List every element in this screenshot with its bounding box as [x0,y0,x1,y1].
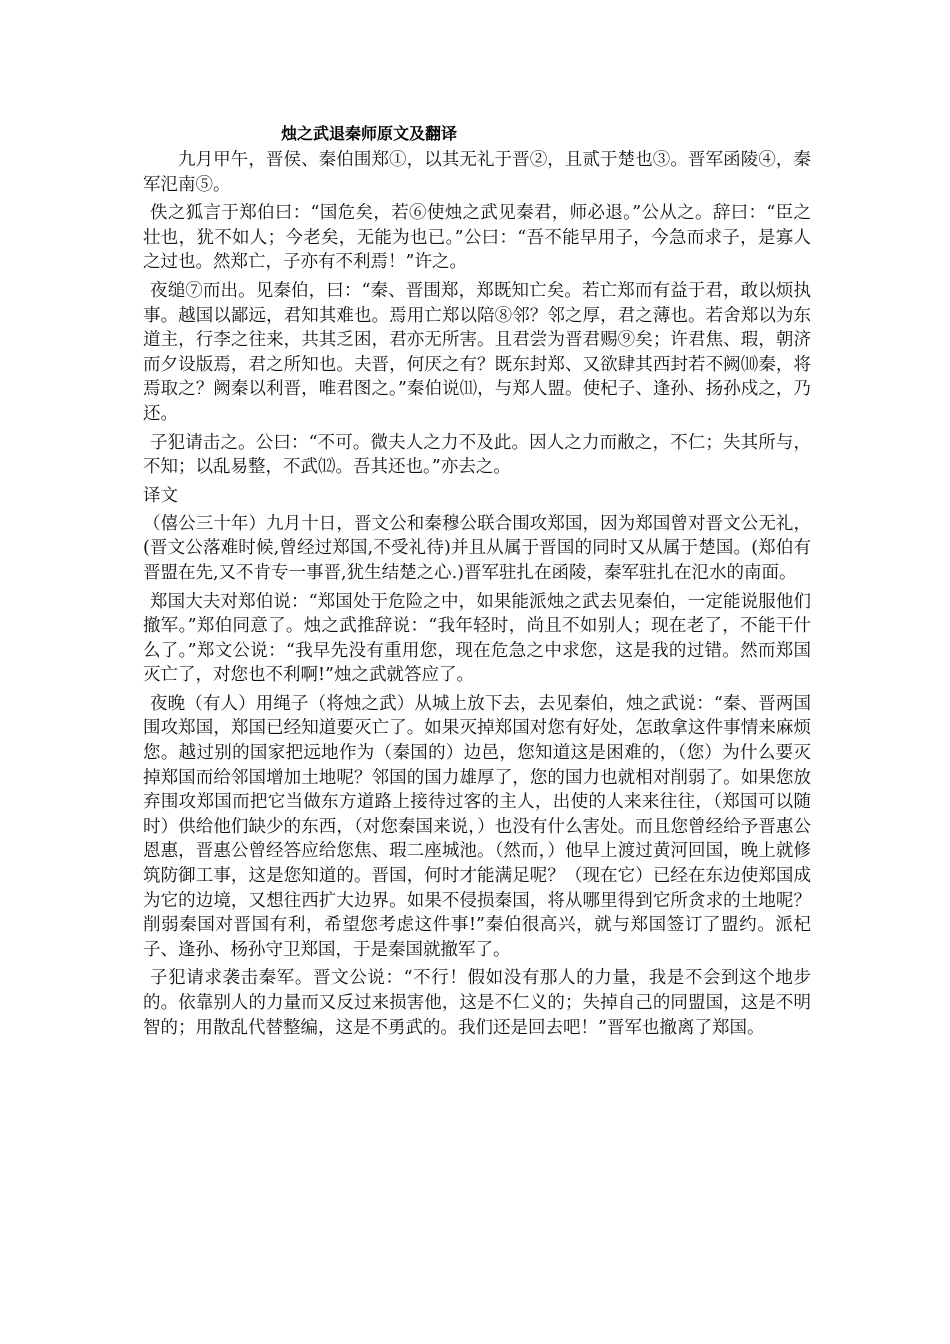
translation-paragraph-4: 子犯请求袭击秦军。晋文公说：“不行！假如没有那人的力量，我是不会到这个地步的。依靠别人的力量而又反过来损害他，这是不仁义的；失掉自己的同盟国，这是不明智的；用散乱代替整编，这是不勇武的。我们还是回去吧！”晋军也撤离了郑国。 [143,968,811,1038]
original-paragraph-4: 子犯请击之。公曰：“不可。微夫人之力不及此。因人之力而敝之，不仁；失其所与，不知；以乱易整，不武⑿。吾其还也。”亦去之。 [143,432,811,478]
translation-paragraph-2: 郑国大夫对郑伯说：“郑国处于危险之中，如果能派烛之武去见秦伯，一定能说服他们撤军。”郑伯同意了。烛之武推辞说：“我年轻时，尚且不如别人；现在老了，不能干什么了。”郑文公说：“我早先没有重用您，现在危急之中求您，这是我的过错。然而郑国灭亡了，对您也不利啊!”烛之武就答应了。 [143,591,811,686]
document-title: 烛之武退秦师原文及翻译 [281,124,458,143]
translation-paragraph-3: 夜晚（有人）用绳子（将烛之武）从城上放下去，去见秦伯，烛之武说：“秦、晋两国围攻郑国，郑国已经知道要灭亡了。如果灭掉郑国对您有好处，怎敢拿这件事情来麻烦您。越过别的国家把远地作为（秦国的）边邑，您知道这是困难的，（您）为什么要灭掉郑国而给邻国增加土地呢？邻国的国力雄厚了，您的国力也就相对削弱了。如果您放弃围攻郑国而把它当做东方道路上接待过客的主人，出使的人来来往往，（郑国可以随时）供给他们缺少的东西，（对您秦国来说，）也没有什么害处。而且您曾经给予晋惠公恩惠，晋惠公曾经答应给您焦、瑕二座城池。（然而，）他早上渡过黄河回国，晚上就修筑防御工事，这是您知道的。晋国，何时才能满足呢？（现在它）已经在东边使郑国成为它的边境，又想往西扩大边界。如果不侵损秦国，将从哪里得到它所贪求的土地呢？削弱秦国对晋国有利，希望您考虑这件事!”秦伯很高兴，就与郑国签订了盟约。派杞子、逢孙、杨孙守卫郑国，于是秦国就撤军了。 [143,693,811,960]
original-paragraph-1: 九月甲午，晋侯、秦伯围郑①，以其无礼于晋②，且贰于楚也③。晋军函陵④，秦军氾南⑤。 [143,150,811,195]
translation-paragraph-1: （僖公三十年）九月十日，晋文公和秦穆公联合围攻郑国，因为郑国曾对晋文公无礼，(晋文公落难时候,曾经过郑国,不受礼待)并且从属于晋国的同时又从属于楚国。(郑伯有晋盟在先,又不肯专一事晋,犹生结楚之心.)晋军驻扎在函陵，秦军驻扎在氾水的南面。 [143,513,811,583]
translation-heading: 译文 [143,485,178,506]
original-paragraph-3: 夜缒⑦而出。见秦伯，曰：“秦、晋围郑，郑既知亡矣。若亡郑而有益于君，敢以烦执事。越国以鄙远，君知其难也。焉用亡郑以陪⑧邻？邻之厚，君之薄也。若舍郑以为东道主，行李之往来，共其乏困，君亦无所害。且君尝为晋君赐⑨矣；许君焦、瑕，朝济而夕设版焉，君之所知也。夫晋，何厌之有？既东封郑、又欲肆其西封若不阙⑽秦，将焉取之？阙秦以利晋，唯君图之。”秦伯说⑾，与郑人盟。使杞子、逢孙、扬孙戍之，乃还。 [143,280,811,424]
original-paragraph-2: 佚之狐言于郑伯曰：“国危矣，若⑥使烛之武见秦君，师必退。”公从之。辞曰：“臣之壮也，犹不如人；今老矣，无能为也已。”公曰：“吾不能早用子，今急而求子，是寡人之过也。然郑亡，子亦有不利焉！”许之。 [143,203,811,273]
document-body [143,122,811,1044]
